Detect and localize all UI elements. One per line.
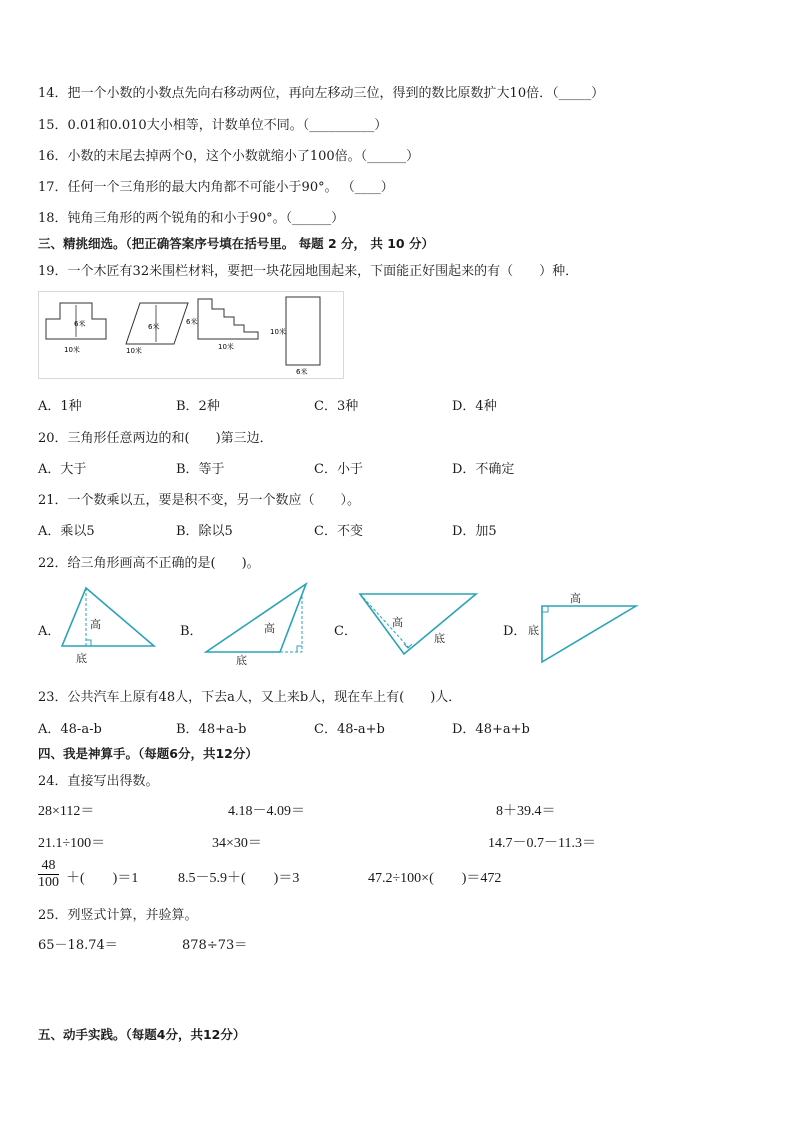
shape-c-height: 6米: [186, 318, 198, 326]
q23-option-d: D．48+a+b: [452, 722, 530, 737]
vertical-calc-1: 65－18.74＝: [38, 938, 118, 953]
shape-b-width: 10米: [126, 347, 142, 355]
q22-c-gao-label: 高: [392, 616, 403, 629]
calc-47.2-div100-times-blank: 47.2÷100×( )＝472: [368, 871, 502, 886]
question-19: 19．一个木匠有32米围栏材料，要把一块花园地围起来，下面能正好围起来的有（ ）种．: [38, 264, 579, 279]
q23-option-c: C．48-a+b: [314, 722, 385, 737]
shape-d-width: 6米: [296, 368, 308, 376]
shape-c-width: 10米: [218, 343, 234, 351]
section-3-heading: 三、精挑细选。（把正确答案序号填在括号里。 每题 2 分， 共 10 分）: [38, 236, 434, 251]
calc-34x30: 34×30＝: [212, 836, 262, 851]
question-14: 14．把一个小数的小数点先向右移动两位，再向左移动三位，得到的数比原数扩大10倍．（_____）: [38, 86, 605, 101]
shape-b-height: 6米: [148, 323, 160, 331]
q22-b-gao-label: 高: [264, 622, 275, 635]
fraction-numerator: 48: [38, 858, 59, 875]
question-18: 18．钝角三角形的两个锐角的和小于90°。（______）: [38, 211, 345, 226]
question-21: 21．一个数乘以五，要是积不变，另一个数应（ ）。: [38, 493, 361, 508]
calc-21.1div100: 21.1÷100＝: [38, 836, 106, 851]
q20-option-d: D．不确定: [452, 462, 515, 477]
q21-option-b: B．除以5: [176, 524, 233, 539]
shape-a-height: 6米: [74, 320, 86, 328]
q19-option-b: B．2种: [176, 399, 220, 414]
q22-triangle-a: [58, 584, 158, 666]
q22-b-di-label: 底: [236, 654, 247, 667]
shape-d-height: 10米: [270, 328, 286, 336]
q19-shapes-figure: [38, 291, 344, 379]
q20-option-c: C．小于: [314, 462, 363, 477]
q22-a-di-label: 底: [76, 652, 87, 665]
question-22: 22．给三角形画高不正确的是( )。: [38, 556, 260, 571]
q19-option-c: C．3种: [314, 399, 359, 414]
section-4-heading: 四、我是神算手。（每题6分，共12分）: [38, 746, 258, 761]
calc-14.7-0.7-11.3: 14.7－0.7－11.3＝: [488, 836, 596, 851]
q22-letter-b: B．: [180, 624, 203, 639]
q19-option-d: D．4种: [452, 399, 497, 414]
calc-4.18-4.09: 4.18－4.09＝: [228, 804, 305, 819]
q22-letter-c: C．: [334, 624, 357, 639]
q22-triangle-d: [526, 588, 640, 666]
question-17: 17．任何一个三角形的最大内角都不可能小于90°。 （____）: [38, 180, 394, 195]
shape-c: [198, 299, 258, 339]
question-25: 25．列竖式计算，并验算。: [38, 908, 198, 923]
shape-a-width: 10米: [64, 346, 80, 354]
calc-8+39.4: 8＋39.4＝: [496, 804, 556, 819]
calc-28x112: 28×112＝: [38, 804, 95, 819]
q20-option-b: B．等于: [176, 462, 225, 477]
q20-option-a: A．大于: [38, 462, 87, 477]
question-16: 16．小数的末尾去掉两个0，这个小数就缩小了100倍。（______）: [38, 149, 420, 164]
q21-option-a: A．乘以5: [38, 524, 95, 539]
shape-d: [286, 297, 320, 365]
q22-a-gao-label: 高: [90, 618, 101, 631]
fraction-denominator: 100: [38, 875, 59, 890]
calc-8.5-5.9-plus-blank: 8.5－5.9＋( )＝3: [178, 871, 300, 886]
q22-letter-a: A．: [38, 624, 61, 639]
question-24: 24．直接写出得数。: [38, 774, 159, 789]
section-5-heading: 五、动手实践。（每题4分，共12分）: [38, 1027, 246, 1042]
q22-triangle-c: [356, 590, 480, 662]
q21-option-c: C．不变: [314, 524, 363, 539]
q22-c-di-label: 底: [434, 632, 445, 645]
q22-triangle-b: [202, 582, 312, 668]
question-23: 23．公共汽车上原有48人，下去a人，又上来b人，现在车上有( )人．: [38, 690, 462, 705]
calc-fraction-plus-blank: ＋( )＝1: [66, 871, 139, 886]
q22-d-gao-label: 高: [570, 592, 581, 605]
q23-option-a: A．48-a-b: [38, 722, 102, 737]
q21-option-d: D．加5: [452, 524, 497, 539]
q22-d-di-label: 底: [528, 624, 539, 637]
question-20: 20．三角形任意两边的和( )第三边．: [38, 431, 273, 446]
vertical-calc-2: 878÷73＝: [182, 938, 248, 953]
q23-option-b: B．48+a-b: [176, 722, 247, 737]
q19-option-a: A．1种: [38, 399, 82, 414]
question-15: 15．0.01和0.010大小相等，计数单位不同。（__________）: [38, 118, 388, 133]
q22-letter-d: D．: [503, 624, 527, 639]
fraction-48-100: [38, 858, 59, 891]
